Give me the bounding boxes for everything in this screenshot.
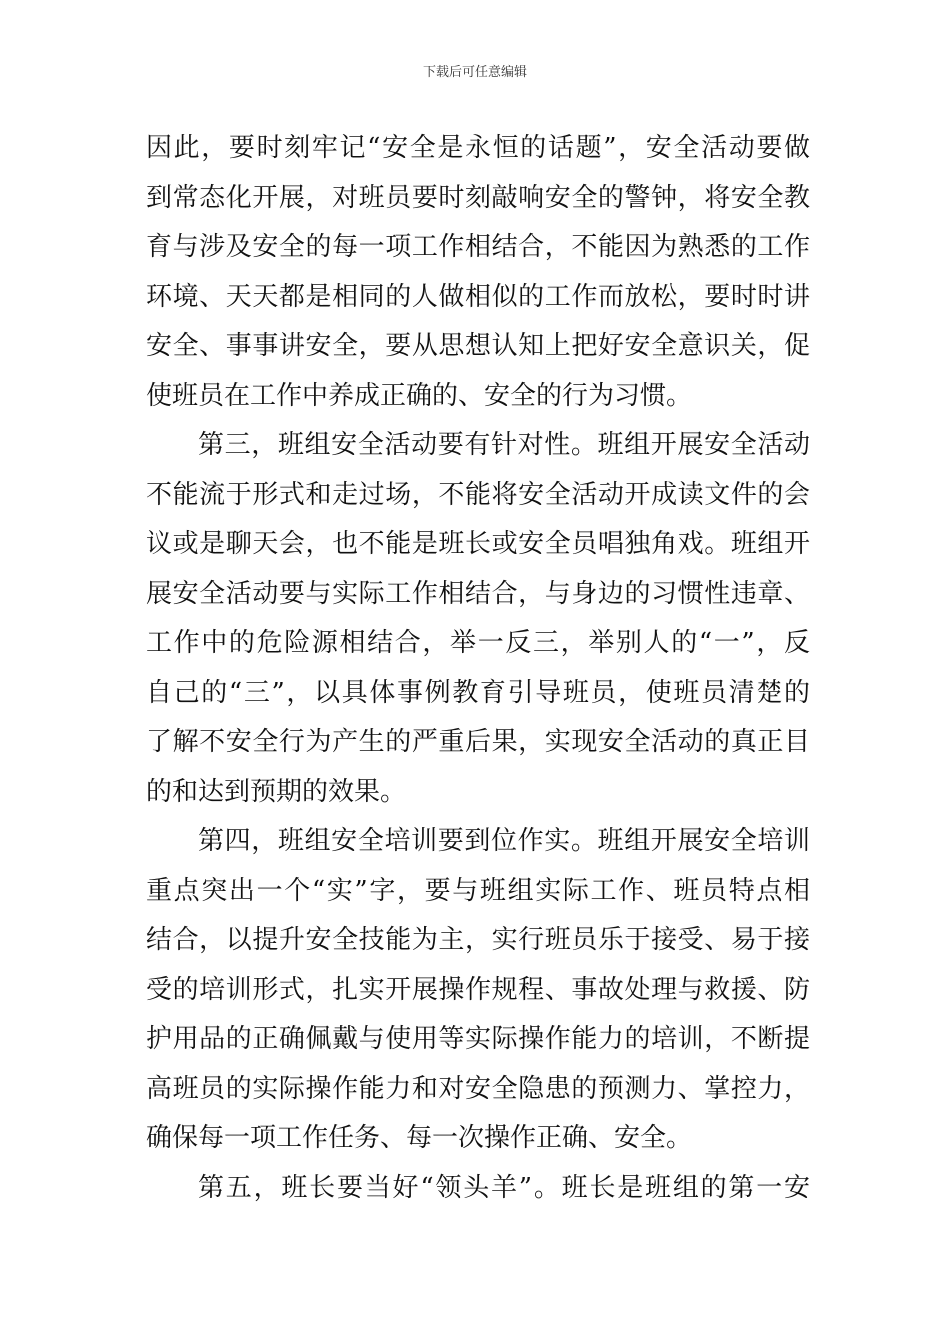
- text-line: 重点突出一个“实”字，要与班组实际工作、班员特点相: [146, 875, 810, 906]
- text-line: 了解不安全行为产生的严重后果，实现安全活动的真正目: [146, 727, 810, 757]
- text-line: 受的培训形式，扎实开展操作规程、事故处理与救援、防: [146, 974, 810, 1005]
- text-line: 安全、事事讲安全，要从思想认知上把好安全意识关，促: [146, 331, 810, 361]
- text-line: 第五，班长要当好“领头羊”。班长是班组的第一安: [198, 1172, 810, 1203]
- page-header: 下载后可任意编辑: [422, 65, 527, 80]
- text-line: 育与涉及安全的每一项工作相结合，不能因为熟悉的工作: [146, 232, 810, 262]
- text-line: 结合，以提升安全技能为主，实行班员乐于接受、易于接: [146, 925, 810, 955]
- text-line: 到常态化开展，对班员要时刻敲响安全的警钟，将安全教: [146, 182, 810, 213]
- text-line: 护用品的正确佩戴与使用等实际操作能力的培训，不断提: [146, 1024, 810, 1054]
- text-line: 自己的“三”，以具体事例教育引导班员，使班员清楚的: [146, 677, 810, 708]
- text-line: 确保每一项工作任务、每一次操作正确、安全。: [146, 1123, 693, 1153]
- text-line: 使班员在工作中养成正确的、安全的行为习惯。: [146, 380, 693, 411]
- text-line: 因此，要时刻牢记“安全是永恒的话题”，安全活动要做: [146, 133, 810, 163]
- text-line: 议或是聊天会，也不能是班长或安全员唱独角戏。班组开: [146, 529, 810, 559]
- document-body: [146, 124, 810, 1213]
- text-line: 第四，班组安全培训要到位作实。班组开展安全培训: [198, 826, 810, 856]
- text-line: 不能流于形式和走过场，不能将安全活动开成读文件的会: [146, 479, 810, 510]
- text-line: 高班员的实际操作能力和对安全隐患的预测力、掌控力，: [146, 1073, 810, 1104]
- text-line: 的和达到预期的效果。: [146, 776, 407, 807]
- text-line: 展安全活动要与实际工作相结合，与身边的习惯性违章、: [146, 578, 810, 609]
- text-line: 工作中的危险源相结合，举一反三，举别人的“一”，反: [146, 628, 810, 658]
- text-line: 环境、天天都是相同的人做相似的工作而放松，要时时讲: [146, 281, 810, 312]
- text-line: 第三，班组安全活动要有针对性。班组开展安全活动: [198, 430, 810, 460]
